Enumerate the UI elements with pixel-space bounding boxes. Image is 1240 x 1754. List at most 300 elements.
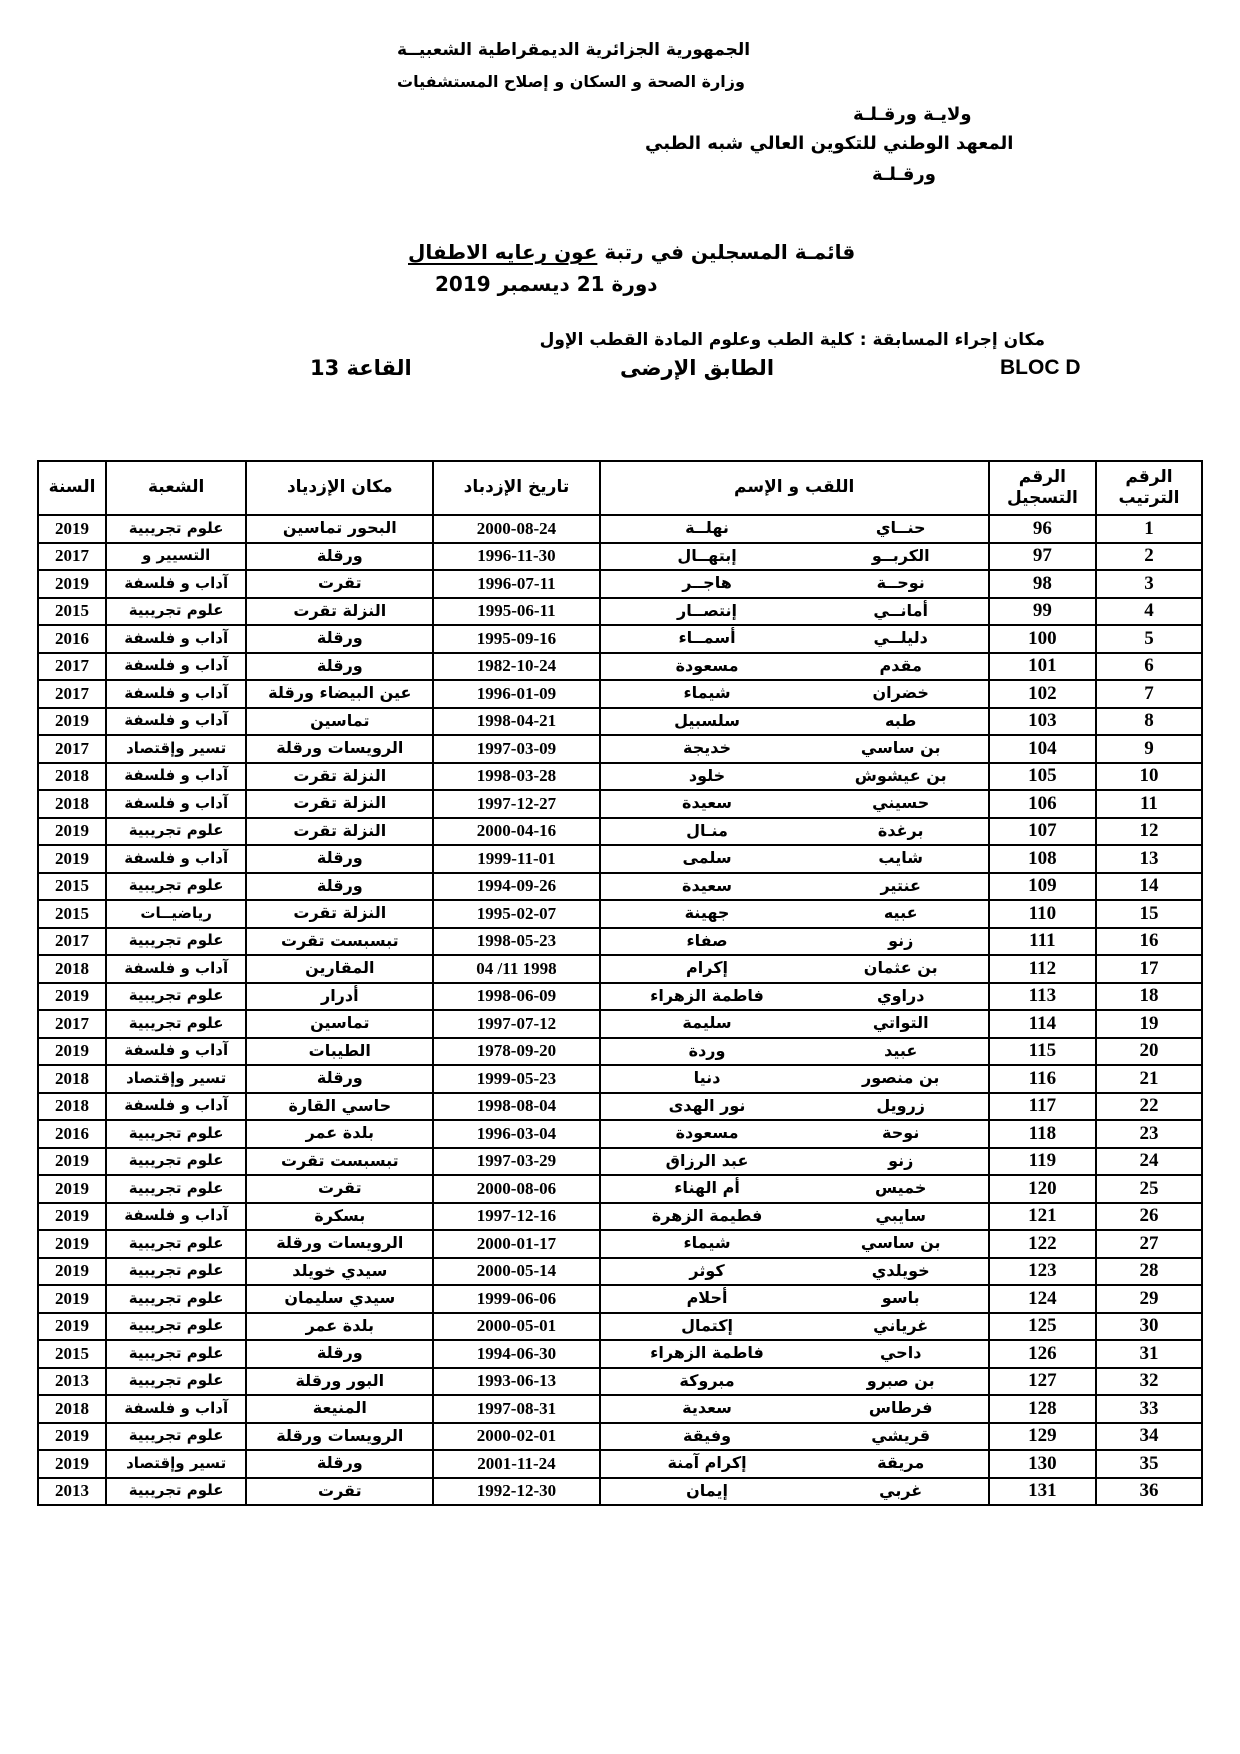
column-header-name: اللقب و الإسم <box>600 461 989 515</box>
firstname-text: فاطمة الزهراء <box>650 985 764 1005</box>
firstname-text: منـال <box>686 820 728 840</box>
cell-year: 2016 <box>38 1120 106 1148</box>
surname-text: التواتي <box>872 1013 929 1033</box>
cell-birth-place: ورقلة <box>246 543 433 571</box>
cell-order-number: 9 <box>1096 735 1202 763</box>
cell-registration-number: 96 <box>989 515 1096 543</box>
cell-branch: آداب و فلسفة <box>106 790 246 818</box>
surname-text: عنتير <box>880 875 921 895</box>
cell-branch: علوم تجريبية <box>106 1423 246 1451</box>
cell-year: 2019 <box>38 1258 106 1286</box>
firstname-text: نهلــة <box>685 518 729 538</box>
cell-branch: علوم تجريبية <box>106 1285 246 1313</box>
cell-year: 2018 <box>38 790 106 818</box>
cell-year: 2018 <box>38 1065 106 1093</box>
cell-birth-place: حاسي القارة <box>246 1093 433 1121</box>
column-header-year: السنة <box>38 461 106 515</box>
firstname-text: فاطمة الزهراء <box>650 1343 764 1363</box>
firstname-text: إكرام <box>686 958 728 978</box>
cell-year: 2013 <box>38 1368 106 1396</box>
cell-branch: علوم تجريبية <box>106 515 246 543</box>
cell-full-name <box>600 735 989 763</box>
cell-year: 2019 <box>38 845 106 873</box>
table-row <box>38 763 1202 791</box>
surname-text: عبيه <box>883 903 918 923</box>
table-row <box>38 1065 1202 1093</box>
cell-birth-date: 1996-01-09 <box>433 680 599 708</box>
surname-text: عبيد <box>884 1040 918 1060</box>
cell-birth-place: تقرت <box>246 1478 433 1506</box>
exam-location: مكان إجراء المسابقة : كلية الطب وعلوم المادة القطب الإول <box>539 330 1045 350</box>
surname-text: غربي <box>879 1480 923 1500</box>
cell-birth-place: تقرت <box>246 1175 433 1203</box>
cell-birth-place: النزلة تقرت <box>246 818 433 846</box>
cell-full-name <box>600 1395 989 1423</box>
cell-birth-date: 1998-05-23 <box>433 928 599 956</box>
surname-text: بن منصور <box>861 1068 940 1088</box>
cell-full-name <box>600 1038 989 1066</box>
cell-branch: علوم تجريبية <box>106 598 246 626</box>
cell-full-name <box>600 570 989 598</box>
cell-order-number: 30 <box>1096 1313 1202 1341</box>
page-title <box>408 240 855 264</box>
surname-text: فرطاس <box>868 1398 933 1418</box>
cell-order-number: 17 <box>1096 955 1202 983</box>
city-header: ورقـلـة <box>872 164 936 185</box>
cell-year: 2019 <box>38 708 106 736</box>
cell-order-number: 22 <box>1096 1093 1202 1121</box>
cell-order-number: 2 <box>1096 543 1202 571</box>
surname-text: مقدم <box>879 655 922 675</box>
cell-full-name <box>600 1313 989 1341</box>
table-row <box>38 543 1202 571</box>
table-row <box>38 873 1202 901</box>
surname-text: زنو <box>888 930 914 950</box>
cell-order-number: 7 <box>1096 680 1202 708</box>
cell-full-name <box>600 1340 989 1368</box>
cell-year: 2017 <box>38 543 106 571</box>
column-header-birth-place: مكان الإزدياد <box>246 461 433 515</box>
cell-registration-number: 105 <box>989 763 1096 791</box>
firstname-text: مسعودة <box>675 1123 739 1143</box>
floor-label: الطابق الإرضى <box>620 356 775 380</box>
cell-birth-date: 1982-10-24 <box>433 653 599 681</box>
cell-registration-number: 128 <box>989 1395 1096 1423</box>
cell-branch: علوم تجريبية <box>106 1478 246 1506</box>
cell-order-number: 19 <box>1096 1010 1202 1038</box>
surname-text: الكربــو <box>871 545 930 565</box>
cell-full-name <box>600 983 989 1011</box>
table-row <box>38 515 1202 543</box>
cell-birth-place: البحور تماسين <box>246 515 433 543</box>
cell-registration-number: 118 <box>989 1120 1096 1148</box>
cell-branch: علوم تجريبية <box>106 1120 246 1148</box>
cell-birth-date: 04 /11 1998 <box>433 955 599 983</box>
cell-birth-date: 2000-05-01 <box>433 1313 599 1341</box>
cell-year: 2019 <box>38 1423 106 1451</box>
cell-birth-date: 1978-09-20 <box>433 1038 599 1066</box>
cell-year: 2019 <box>38 1148 106 1176</box>
cell-year: 2018 <box>38 1093 106 1121</box>
cell-order-number: 21 <box>1096 1065 1202 1093</box>
cell-year: 2017 <box>38 653 106 681</box>
table-row <box>38 1120 1202 1148</box>
cell-year: 2019 <box>38 1313 106 1341</box>
cell-registration-number: 121 <box>989 1203 1096 1231</box>
surname-text: مريقة <box>877 1453 925 1473</box>
cell-full-name <box>600 1148 989 1176</box>
surname-text: بن ساسي <box>860 1233 941 1253</box>
table-row <box>38 708 1202 736</box>
cell-birth-date: 1999-06-06 <box>433 1285 599 1313</box>
cell-birth-place: بلدة عمر <box>246 1120 433 1148</box>
ministry-header: وزارة الصحة و السكان و إصلاح المستشفيات <box>397 72 745 91</box>
surname-text: حنــاي <box>875 518 926 538</box>
surname-text: باسو <box>881 1288 920 1308</box>
cell-registration-number: 104 <box>989 735 1096 763</box>
cell-birth-place: النزلة تقرت <box>246 900 433 928</box>
cell-full-name <box>600 845 989 873</box>
cell-branch: آداب و فلسفة <box>106 955 246 983</box>
cell-branch: علوم تجريبية <box>106 1230 246 1258</box>
table-row <box>38 1450 1202 1478</box>
firstname-text: شيماء <box>683 683 731 703</box>
cell-birth-place: ورقلة <box>246 873 433 901</box>
cell-birth-place: الرويسات ورقلة <box>246 1423 433 1451</box>
surname-text: بن عثمان <box>863 958 938 978</box>
table-row <box>38 1175 1202 1203</box>
session-date: دورة 21 ديسمبر 2019 <box>435 272 658 296</box>
cell-full-name <box>600 1120 989 1148</box>
cell-registration-number: 108 <box>989 845 1096 873</box>
firstname-text: أسمــاء <box>678 628 736 648</box>
cell-full-name <box>600 598 989 626</box>
firstname-text: وفيقة <box>682 1425 732 1445</box>
cell-full-name <box>600 928 989 956</box>
cell-birth-place: النزلة تقرت <box>246 790 433 818</box>
cell-branch: رياضيــات <box>106 900 246 928</box>
cell-branch: علوم تجريبية <box>106 1175 246 1203</box>
cell-registration-number: 131 <box>989 1478 1096 1506</box>
firstname-text: مبروكة <box>679 1370 735 1390</box>
cell-birth-date: 1998-06-09 <box>433 983 599 1011</box>
firstname-text: سليمة <box>682 1013 732 1033</box>
firstname-text: سلمى <box>682 848 732 868</box>
firstname-text: سلسبيل <box>674 710 740 730</box>
registrants-table <box>37 460 1203 1506</box>
cell-full-name <box>600 1423 989 1451</box>
cell-full-name <box>600 1093 989 1121</box>
cell-registration-number: 130 <box>989 1450 1096 1478</box>
table-row <box>38 1230 1202 1258</box>
surname-text: سايبي <box>875 1205 926 1225</box>
cell-birth-date: 1995-06-11 <box>433 598 599 626</box>
cell-registration-number: 99 <box>989 598 1096 626</box>
cell-branch: علوم تجريبية <box>106 1258 246 1286</box>
firstname-text: خديجة <box>683 738 732 758</box>
cell-registration-number: 123 <box>989 1258 1096 1286</box>
cell-order-number: 14 <box>1096 873 1202 901</box>
firstname-text: سعدية <box>682 1398 732 1418</box>
cell-order-number: 34 <box>1096 1423 1202 1451</box>
cell-birth-place: ورقلة <box>246 845 433 873</box>
cell-year: 2016 <box>38 625 106 653</box>
column-header-registration: الرقم التسجيل <box>989 461 1096 515</box>
cell-year: 2019 <box>38 1230 106 1258</box>
cell-birth-place: النزلة تقرت <box>246 598 433 626</box>
firstname-text: فطيمة الزهرة <box>651 1205 763 1225</box>
cell-full-name <box>600 625 989 653</box>
cell-registration-number: 101 <box>989 653 1096 681</box>
cell-birth-date: 2001-11-24 <box>433 1450 599 1478</box>
cell-branch: آداب و فلسفة <box>106 625 246 653</box>
cell-full-name <box>600 708 989 736</box>
cell-branch: آداب و فلسفة <box>106 570 246 598</box>
cell-birth-place: ورقلة <box>246 625 433 653</box>
cell-year: 2017 <box>38 735 106 763</box>
firstname-text: صفاء <box>686 930 728 950</box>
surname-text: نوحــة <box>876 573 925 593</box>
wilaya-header: ولايـة ورقـلـة <box>853 104 972 125</box>
surname-text: زرويل <box>876 1095 926 1115</box>
firstname-text: أحلام <box>686 1288 728 1308</box>
cell-year: 2019 <box>38 1175 106 1203</box>
cell-year: 2015 <box>38 598 106 626</box>
table-row <box>38 570 1202 598</box>
cell-registration-number: 98 <box>989 570 1096 598</box>
cell-order-number: 3 <box>1096 570 1202 598</box>
table-row <box>38 598 1202 626</box>
cell-full-name <box>600 1230 989 1258</box>
table-row <box>38 1340 1202 1368</box>
room-label: القاعة 13 <box>310 356 412 380</box>
cell-order-number: 13 <box>1096 845 1202 873</box>
column-header-branch: الشعبة <box>106 461 246 515</box>
cell-year: 2019 <box>38 515 106 543</box>
cell-full-name <box>600 1478 989 1506</box>
surname-text: قريشي <box>871 1425 931 1445</box>
cell-birth-date: 2000-04-16 <box>433 818 599 846</box>
cell-birth-place: تبسبست تقرت <box>246 928 433 956</box>
cell-birth-date: 1997-07-12 <box>433 1010 599 1038</box>
cell-year: 2018 <box>38 955 106 983</box>
cell-birth-date: 1999-05-23 <box>433 1065 599 1093</box>
cell-registration-number: 113 <box>989 983 1096 1011</box>
surname-text: خويلدي <box>871 1260 930 1280</box>
cell-order-number: 33 <box>1096 1395 1202 1423</box>
surname-text: بن عيشوش <box>854 765 947 785</box>
cell-year: 2018 <box>38 763 106 791</box>
table-row <box>38 900 1202 928</box>
cell-registration-number: 120 <box>989 1175 1096 1203</box>
cell-branch: علوم تجريبية <box>106 1313 246 1341</box>
cell-year: 2015 <box>38 873 106 901</box>
cell-birth-date: 1997-03-29 <box>433 1148 599 1176</box>
table-row <box>38 625 1202 653</box>
firstname-text: هاجــر <box>682 573 732 593</box>
cell-registration-number: 124 <box>989 1285 1096 1313</box>
bloc-label: BLOC D <box>1000 356 1081 379</box>
cell-birth-date: 2000-05-14 <box>433 1258 599 1286</box>
cell-order-number: 31 <box>1096 1340 1202 1368</box>
surname-text: دليلــي <box>873 628 928 648</box>
cell-full-name <box>600 1450 989 1478</box>
cell-full-name <box>600 1203 989 1231</box>
table-row <box>38 983 1202 1011</box>
cell-birth-place: المنيعة <box>246 1395 433 1423</box>
cell-birth-place: ورقلة <box>246 1450 433 1478</box>
cell-birth-place: الرويسات ورقلة <box>246 735 433 763</box>
surname-text: حسيني <box>872 793 930 813</box>
cell-order-number: 26 <box>1096 1203 1202 1231</box>
cell-registration-number: 107 <box>989 818 1096 846</box>
firstname-text: إنتصــار <box>677 600 737 620</box>
cell-birth-date: 2000-08-06 <box>433 1175 599 1203</box>
cell-birth-date: 2000-02-01 <box>433 1423 599 1451</box>
cell-birth-place: بلدة عمر <box>246 1313 433 1341</box>
cell-birth-date: 1994-09-26 <box>433 873 599 901</box>
firstname-text: جهينة <box>684 903 730 923</box>
cell-order-number: 11 <box>1096 790 1202 818</box>
cell-order-number: 15 <box>1096 900 1202 928</box>
cell-year: 2017 <box>38 680 106 708</box>
cell-branch: تسير وإقتصاد <box>106 735 246 763</box>
cell-birth-date: 1998-08-04 <box>433 1093 599 1121</box>
surname-text: بن ساسي <box>860 738 941 758</box>
surname-text: شايب <box>878 848 924 868</box>
cell-year: 2019 <box>38 818 106 846</box>
cell-branch: آداب و فلسفة <box>106 708 246 736</box>
firstname-text: شيماء <box>683 1233 731 1253</box>
cell-registration-number: 97 <box>989 543 1096 571</box>
surname-text: داحي <box>879 1343 922 1363</box>
firstname-text: سعيدة <box>682 875 733 895</box>
cell-order-number: 5 <box>1096 625 1202 653</box>
cell-registration-number: 122 <box>989 1230 1096 1258</box>
cell-year: 2015 <box>38 1340 106 1368</box>
cell-full-name <box>600 515 989 543</box>
cell-registration-number: 119 <box>989 1148 1096 1176</box>
cell-full-name <box>600 1065 989 1093</box>
cell-birth-date: 1996-03-04 <box>433 1120 599 1148</box>
cell-birth-date: 1998-03-28 <box>433 763 599 791</box>
cell-registration-number: 125 <box>989 1313 1096 1341</box>
cell-full-name <box>600 543 989 571</box>
table-row <box>38 1368 1202 1396</box>
cell-birth-place: ورقلة <box>246 1065 433 1093</box>
surname-text: برغدة <box>877 820 924 840</box>
table-row <box>38 928 1202 956</box>
cell-year: 2013 <box>38 1478 106 1506</box>
firstname-text: عبد الرزاق <box>665 1150 749 1170</box>
cell-year: 2019 <box>38 1038 106 1066</box>
cell-branch: آداب و فلسفة <box>106 1038 246 1066</box>
cell-full-name <box>600 763 989 791</box>
table-row <box>38 1093 1202 1121</box>
cell-registration-number: 117 <box>989 1093 1096 1121</box>
cell-branch: علوم تجريبية <box>106 983 246 1011</box>
cell-branch: آداب و فلسفة <box>106 845 246 873</box>
cell-registration-number: 112 <box>989 955 1096 983</box>
cell-year: 2017 <box>38 928 106 956</box>
cell-order-number: 29 <box>1096 1285 1202 1313</box>
cell-full-name <box>600 1285 989 1313</box>
firstname-text: أم الهناء <box>674 1178 740 1198</box>
cell-branch: التسيير و <box>106 543 246 571</box>
cell-full-name <box>600 900 989 928</box>
cell-registration-number: 100 <box>989 625 1096 653</box>
cell-birth-date: 1994-06-30 <box>433 1340 599 1368</box>
cell-order-number: 24 <box>1096 1148 1202 1176</box>
table-row <box>38 653 1202 681</box>
table-row <box>38 790 1202 818</box>
column-header-order: الرقم الترتيب <box>1096 461 1202 515</box>
cell-full-name <box>600 873 989 901</box>
table-row <box>38 1423 1202 1451</box>
cell-registration-number: 114 <box>989 1010 1096 1038</box>
table-header-row <box>38 461 1202 515</box>
cell-year: 2019 <box>38 1203 106 1231</box>
cell-branch: علوم تجريبية <box>106 818 246 846</box>
firstname-text: إكرام آمنة <box>667 1453 747 1473</box>
cell-order-number: 16 <box>1096 928 1202 956</box>
cell-order-number: 8 <box>1096 708 1202 736</box>
cell-branch: آداب و فلسفة <box>106 1203 246 1231</box>
cell-full-name <box>600 1010 989 1038</box>
cell-birth-date: 1995-02-07 <box>433 900 599 928</box>
cell-birth-place: تماسين <box>246 1010 433 1038</box>
surname-text: زنو <box>888 1150 914 1170</box>
title-prefix: قائمـة المسجلين في رتبة <box>604 240 856 264</box>
cell-registration-number: 126 <box>989 1340 1096 1368</box>
surname-text: دراوي <box>876 985 925 1005</box>
cell-birth-date: 1996-11-30 <box>433 543 599 571</box>
cell-registration-number: 106 <box>989 790 1096 818</box>
cell-branch: علوم تجريبية <box>106 1340 246 1368</box>
cell-year: 2019 <box>38 983 106 1011</box>
cell-birth-place: بسكرة <box>246 1203 433 1231</box>
cell-birth-place: ورقلة <box>246 1340 433 1368</box>
cell-birth-place: المقارين <box>246 955 433 983</box>
cell-birth-place: تبسبست تقرت <box>246 1148 433 1176</box>
table-row <box>38 1395 1202 1423</box>
cell-branch: تسير وإقتصاد <box>106 1450 246 1478</box>
firstname-text: مسعودة <box>675 655 739 675</box>
cell-order-number: 10 <box>1096 763 1202 791</box>
cell-year: 2019 <box>38 1285 106 1313</box>
cell-branch: آداب و فلسفة <box>106 763 246 791</box>
cell-registration-number: 102 <box>989 680 1096 708</box>
surname-text: أمانــي <box>873 600 928 620</box>
firstname-text: خلود <box>688 765 726 785</box>
table-row <box>38 1148 1202 1176</box>
cell-branch: تسير وإقتصاد <box>106 1065 246 1093</box>
surname-text: خضران <box>872 683 929 703</box>
cell-registration-number: 109 <box>989 873 1096 901</box>
cell-order-number: 4 <box>1096 598 1202 626</box>
cell-order-number: 23 <box>1096 1120 1202 1148</box>
cell-birth-date: 1997-12-27 <box>433 790 599 818</box>
cell-branch: آداب و فلسفة <box>106 653 246 681</box>
cell-full-name <box>600 1175 989 1203</box>
cell-birth-place: سيدي سليمان <box>246 1285 433 1313</box>
republic-header: الجمهورية الجزائرية الديمقراطية الشعبيــة <box>397 40 751 60</box>
cell-branch: آداب و فلسفة <box>106 1093 246 1121</box>
cell-branch: علوم تجريبية <box>106 1368 246 1396</box>
cell-order-number: 6 <box>1096 653 1202 681</box>
cell-branch: علوم تجريبية <box>106 1010 246 1038</box>
cell-birth-place: عين البيضاء ورقلة <box>246 680 433 708</box>
